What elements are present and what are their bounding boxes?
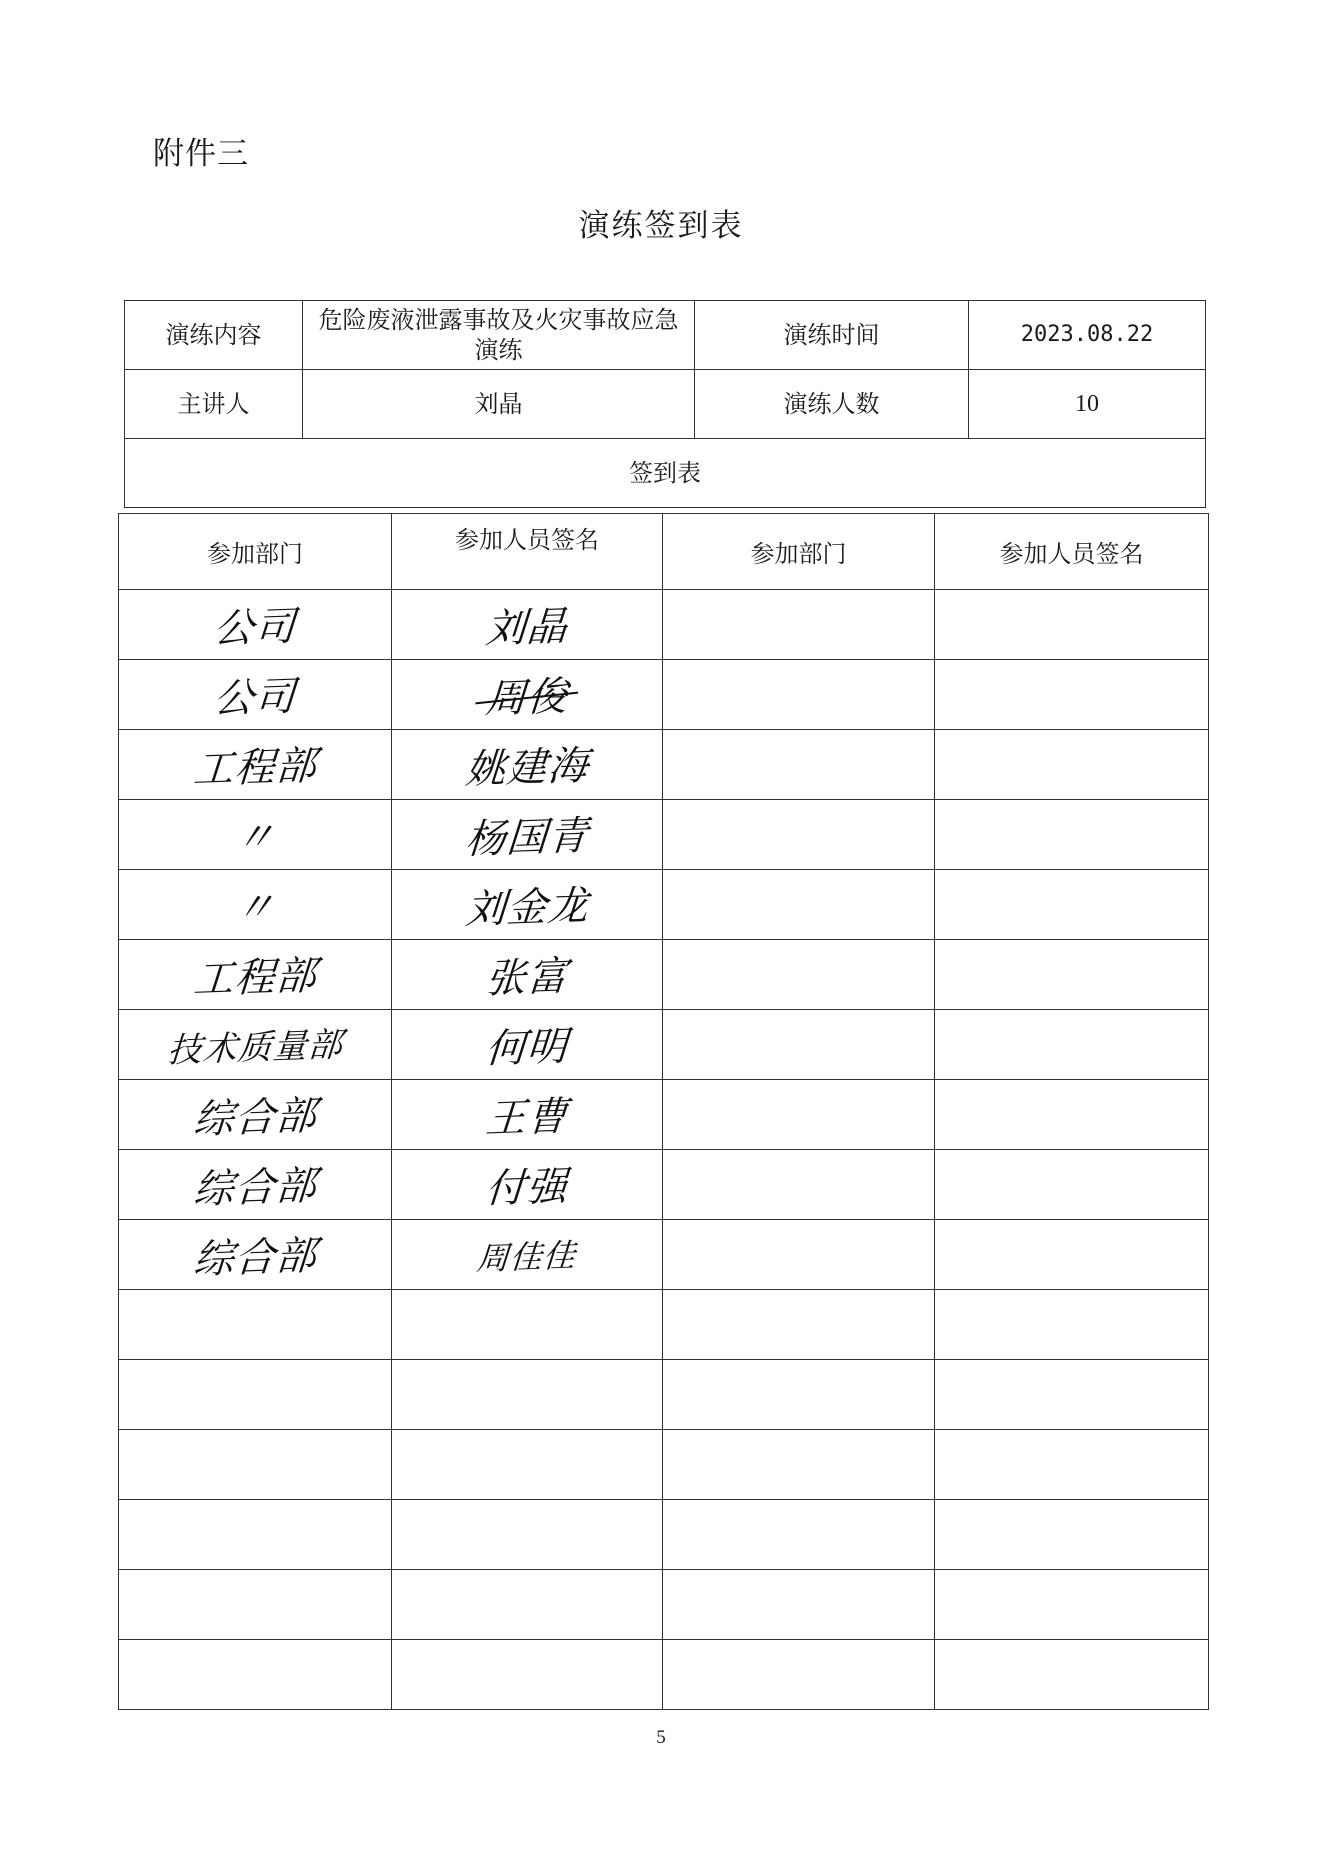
dept-handwriting: 公司 (212, 673, 298, 723)
table-row (119, 1010, 1209, 1080)
attachment-label: 附件三 (153, 136, 249, 172)
count-label: 演练人数 (695, 370, 969, 439)
dept-handwriting: 〃 (232, 884, 277, 932)
empty-cell (663, 1500, 935, 1570)
dept-handwriting: 公司 (212, 603, 298, 653)
empty-cell (935, 1220, 1209, 1290)
table-row (119, 1640, 1209, 1710)
count-value: 10 (969, 370, 1206, 439)
empty-cell (392, 1290, 663, 1360)
drill-info-table (124, 300, 1206, 508)
signature-handwriting: 王曹 (484, 1093, 570, 1143)
empty-cell (392, 1360, 663, 1430)
empty-cell (119, 1570, 392, 1640)
speaker-label: 主讲人 (125, 370, 303, 439)
empty-cell (392, 1430, 663, 1500)
empty-cell (935, 1360, 1209, 1430)
signature-handwriting: 杨国青 (463, 812, 591, 864)
empty-cell (663, 590, 935, 660)
signature-handwriting: 周佳佳 (475, 1235, 578, 1278)
empty-cell (392, 1640, 663, 1710)
column-header: 参加部门 (663, 514, 935, 590)
time-value: 2023.08.22 (969, 301, 1206, 370)
table-row (119, 590, 1209, 660)
empty-cell (663, 1290, 935, 1360)
empty-cell (663, 800, 935, 870)
empty-cell (935, 1010, 1209, 1080)
empty-cell (663, 1430, 935, 1500)
dept-handwriting: 综合部 (191, 1162, 319, 1214)
empty-cell (935, 590, 1209, 660)
table-row (119, 1150, 1209, 1220)
empty-cell (663, 870, 935, 940)
table-row (119, 1220, 1209, 1290)
empty-cell (663, 940, 935, 1010)
empty-cell (935, 660, 1209, 730)
empty-cell (935, 870, 1209, 940)
empty-cell (935, 800, 1209, 870)
dept-handwriting: 〃 (232, 814, 277, 862)
empty-cell (119, 1640, 392, 1710)
dept-handwriting: 技术质量部 (165, 1024, 344, 1072)
column-header: 参加部门 (119, 514, 392, 590)
empty-cell (935, 1500, 1209, 1570)
sign-in-header-row (119, 514, 1209, 590)
empty-cell (935, 1080, 1209, 1150)
table-row (119, 870, 1209, 940)
empty-cell (663, 660, 935, 730)
table-row (119, 660, 1209, 730)
empty-cell (392, 1570, 663, 1640)
table-row (119, 1080, 1209, 1150)
empty-cell (935, 1150, 1209, 1220)
dept-handwriting: 工程部 (191, 952, 319, 1004)
empty-cell (935, 1640, 1209, 1710)
table-row (119, 1570, 1209, 1640)
column-header: 参加人员签名 (392, 514, 663, 590)
empty-cell (935, 1430, 1209, 1500)
column-header: 参加人员签名 (935, 514, 1209, 590)
empty-cell (119, 1500, 392, 1570)
empty-cell (663, 1150, 935, 1220)
empty-cell (935, 1290, 1209, 1360)
empty-cell (663, 1640, 935, 1710)
empty-cell (935, 730, 1209, 800)
table-row (119, 1430, 1209, 1500)
page-number: 5 (656, 1727, 666, 1748)
empty-cell (663, 730, 935, 800)
table-row (119, 1500, 1209, 1570)
empty-cell (663, 1570, 935, 1640)
signature-handwriting: 刘晶 (484, 603, 570, 653)
signature-handwriting: 何明 (484, 1023, 570, 1073)
empty-cell (663, 1010, 935, 1080)
table-row (119, 940, 1209, 1010)
dept-handwriting: 工程部 (191, 742, 319, 794)
table-row (119, 1290, 1209, 1360)
empty-cell (119, 1360, 392, 1430)
empty-cell (663, 1220, 935, 1290)
signature-handwriting: 张富 (484, 953, 570, 1003)
table-row (119, 1360, 1209, 1430)
empty-cell (392, 1500, 663, 1570)
speaker-value: 刘晶 (303, 370, 695, 439)
empty-cell (663, 1080, 935, 1150)
signature-handwriting: 周俊 (484, 665, 570, 725)
empty-cell (935, 940, 1209, 1010)
table-row (119, 730, 1209, 800)
empty-cell (119, 1430, 392, 1500)
empty-cell (119, 1290, 392, 1360)
content-label: 演练内容 (125, 301, 303, 370)
page-title: 演练签到表 (578, 208, 744, 244)
sign-in-table (118, 513, 1209, 1710)
empty-cell (663, 1360, 935, 1430)
signature-handwriting: 姚建海 (463, 742, 591, 794)
sign-in-section-label: 签到表 (125, 439, 1206, 508)
content-value: 危险废液泄露事故及火灾事故应急演练 (303, 301, 695, 370)
dept-handwriting: 综合部 (191, 1232, 319, 1284)
time-label: 演练时间 (695, 301, 969, 370)
dept-handwriting: 综合部 (191, 1092, 319, 1144)
signature-handwriting: 付强 (484, 1163, 570, 1213)
signature-handwriting: 刘金龙 (463, 882, 591, 934)
empty-cell (935, 1570, 1209, 1640)
table-row (119, 800, 1209, 870)
